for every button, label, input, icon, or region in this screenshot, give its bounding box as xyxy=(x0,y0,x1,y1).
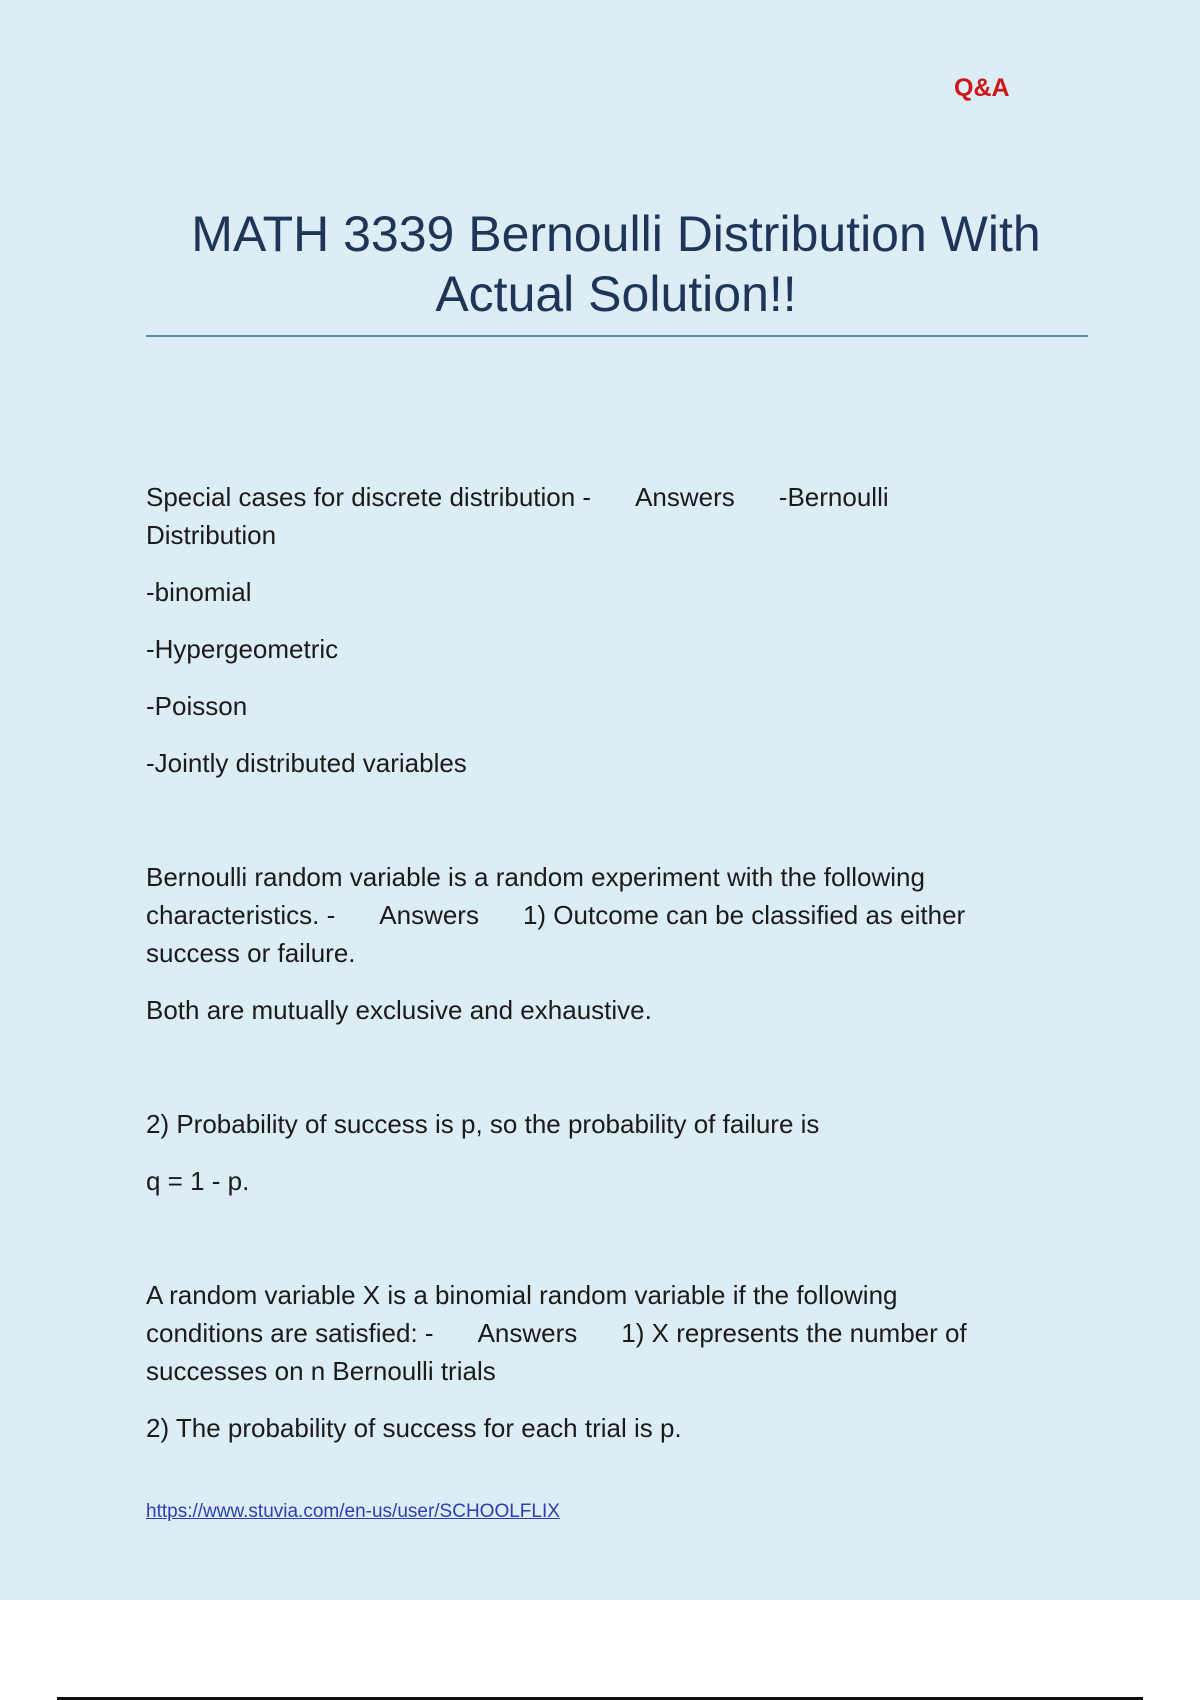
answer-item: 2) The probability of success for each trial is p. xyxy=(146,1413,682,1443)
question-text: conditions are satisfied: - xyxy=(146,1318,434,1348)
question-text: Bernoulli random variable is a random experiment with the following xyxy=(146,862,925,892)
document-body xyxy=(146,478,1046,1447)
answer-text: success or failure. xyxy=(146,938,356,968)
answers-label: Answers xyxy=(635,482,735,512)
document-title xyxy=(146,204,1086,324)
question-text: characteristics. - xyxy=(146,900,336,930)
answer-item: Both are mutually exclusive and exhaustive. xyxy=(146,995,652,1025)
answer-text: 1) Outcome can be classified as either xyxy=(522,900,966,930)
qa-3-question xyxy=(146,1276,1046,1390)
title-line-2: Actual Solution!! xyxy=(435,266,797,322)
qa-badge: Q&A xyxy=(954,74,1010,102)
answer-item: 2) Probability of success is p, so the probability of failure is xyxy=(146,1109,820,1139)
profile-link[interactable]: https://www.stuvia.com/en-us/user/SCHOOLFLIX xyxy=(146,1501,560,1522)
title-divider xyxy=(146,335,1088,337)
answer-text: successes on n Bernoulli trials xyxy=(146,1356,496,1386)
answer-item: -binomial xyxy=(146,577,252,607)
answer-item: -Poisson xyxy=(146,691,248,721)
answer-item: q = 1 - p. xyxy=(146,1166,250,1196)
question-text: A random variable X is a binomial random variable if the following xyxy=(146,1280,898,1310)
title-line-1: MATH 3339 Bernoulli Distribution With xyxy=(191,206,1041,262)
qa-1-question xyxy=(146,478,1046,554)
answer-text: -Bernoulli xyxy=(778,482,889,512)
answer-item: -Hypergeometric xyxy=(146,634,339,664)
answers-label: Answers xyxy=(379,900,479,930)
answer-text: Distribution xyxy=(146,520,277,550)
answer-item: -Jointly distributed variables xyxy=(146,748,467,778)
answers-label: Answers xyxy=(477,1318,578,1348)
qa-2-question xyxy=(146,858,1046,972)
question-text: Special cases for discrete distribution - xyxy=(146,482,592,512)
answer-text: 1) X represents the number of xyxy=(621,1318,967,1348)
